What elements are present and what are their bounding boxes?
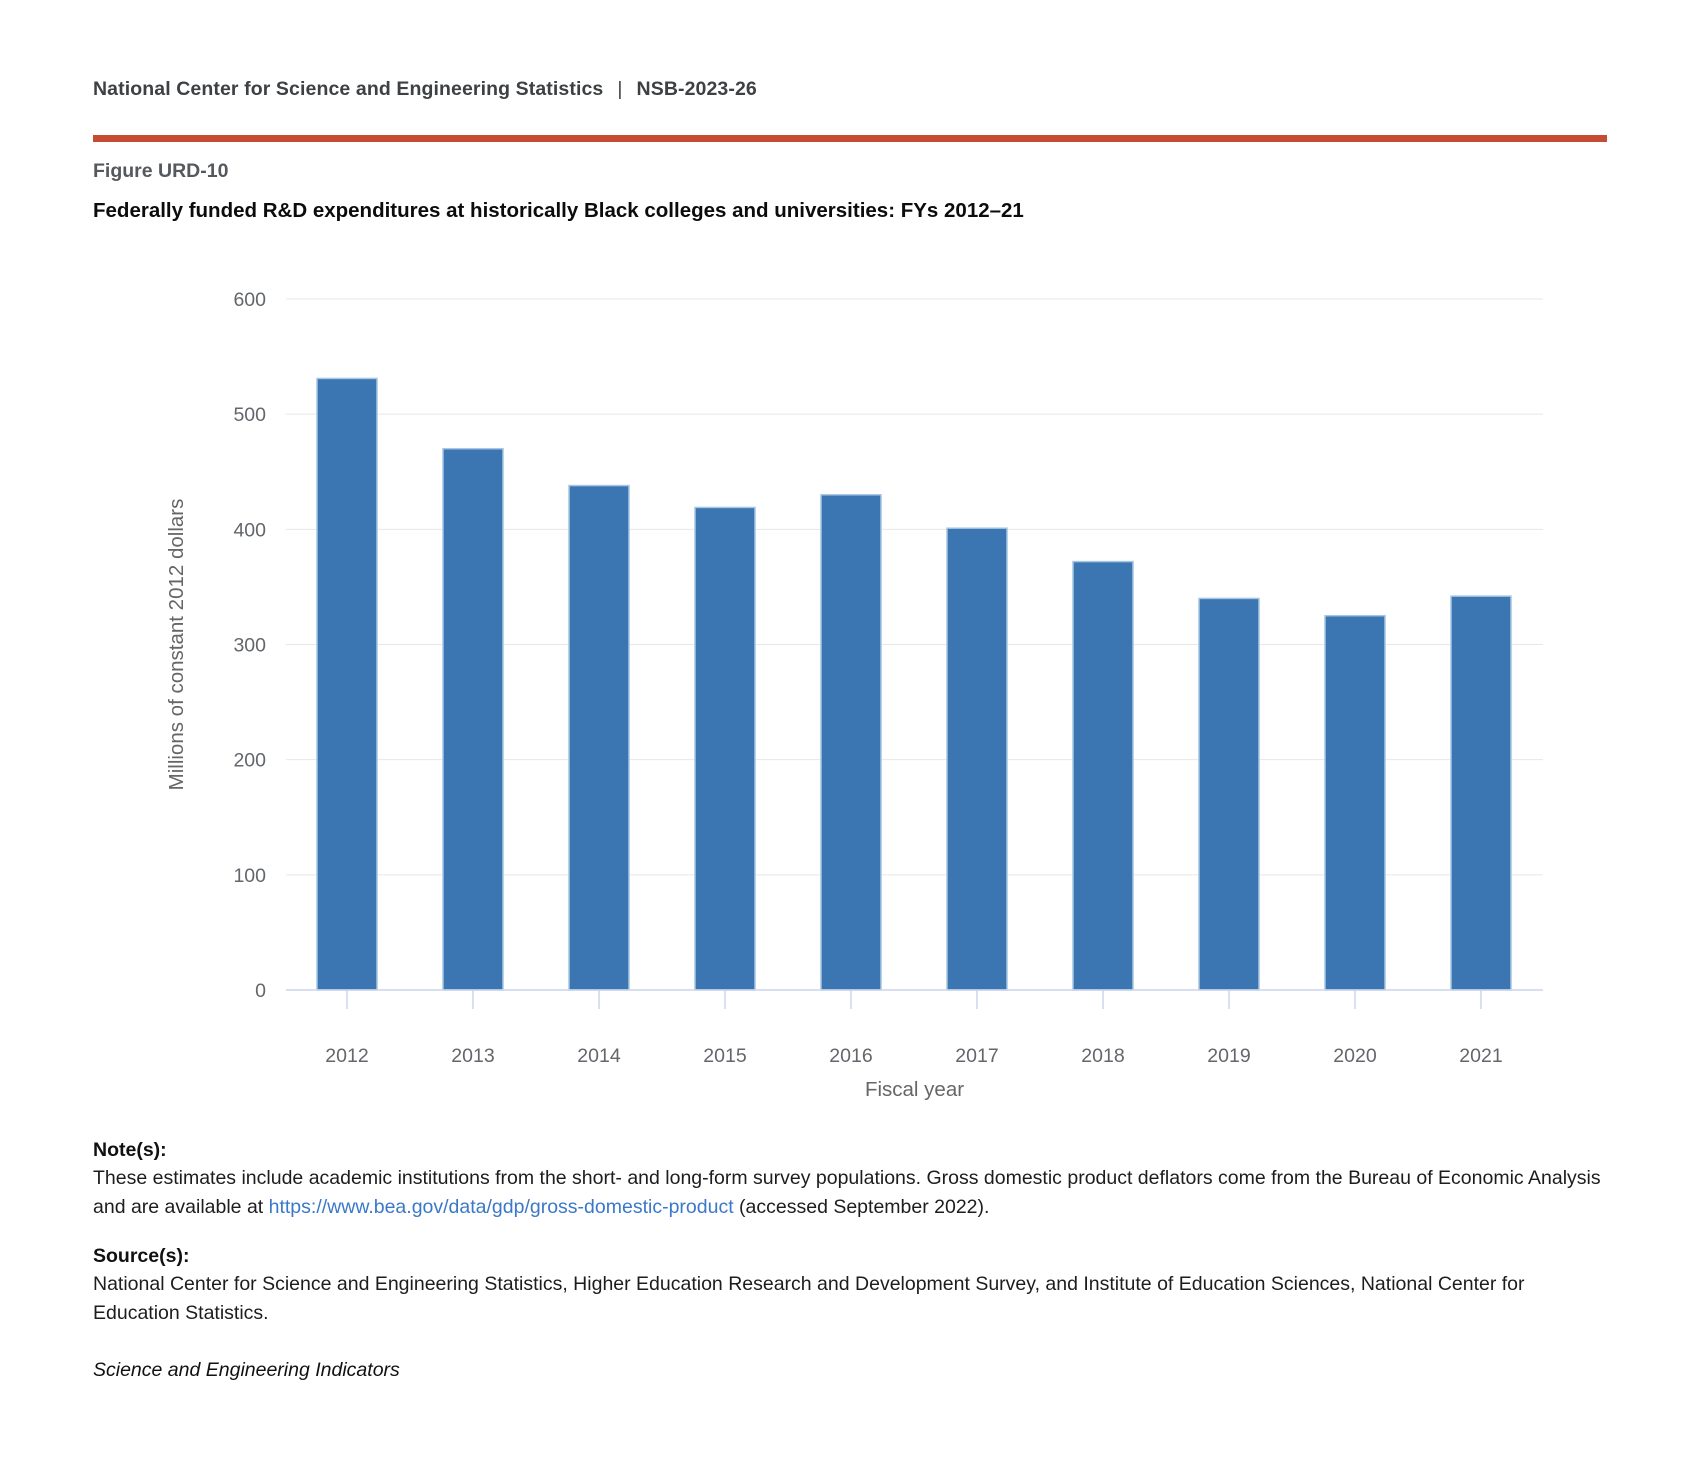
y-axis-title: Millions of constant 2012 dollars (165, 498, 188, 791)
indicators-brand: Science and Engineering Indicators (93, 1359, 400, 1381)
bar[interactable] (695, 507, 755, 990)
bea-link[interactable]: https://www.bea.gov/data/gdp/gross-domestic-product (268, 1195, 734, 1218)
y-tick-label: 400 (233, 519, 266, 542)
notes-text-before-link: These estimates include academic institutions from the short- and long-form survey populations. Gross domestic product deflators come from the Bureau of Economic Analysis and are available at (93, 1167, 1601, 1218)
chart-area (0, 251, 1699, 1111)
bar[interactable] (947, 528, 1007, 990)
x-tick-label: 2014 (577, 1045, 621, 1067)
x-axis-title: Fiscal year (864, 1078, 965, 1101)
sources-section (93, 1245, 1607, 1327)
masthead-report-id: NSB-2023-26 (636, 78, 757, 100)
bar[interactable] (1325, 616, 1385, 990)
x-tick-label: 2020 (1333, 1045, 1377, 1067)
y-tick-label: 100 (233, 864, 266, 887)
bar-chart (0, 251, 1699, 1111)
bar[interactable] (821, 495, 881, 990)
y-tick-label: 0 (255, 980, 266, 1002)
bar[interactable] (317, 378, 377, 990)
x-tick-label: 2012 (325, 1045, 369, 1067)
notes-text (93, 1164, 1607, 1221)
masthead (93, 0, 1607, 101)
sources-heading: Source(s): (93, 1245, 190, 1267)
x-tick-label: 2013 (451, 1045, 495, 1067)
bar[interactable] (1199, 598, 1259, 990)
bar[interactable] (1073, 562, 1133, 990)
notes-text-after-link: (accessed September 2022). (733, 1195, 990, 1218)
accent-rule (93, 135, 1607, 142)
y-tick-label: 200 (233, 749, 266, 772)
x-tick-label: 2015 (703, 1045, 747, 1067)
figure-label: Figure URD-10 (93, 160, 229, 182)
notes-heading: Note(s): (93, 1139, 167, 1161)
y-tick-label: 500 (233, 404, 266, 427)
bar[interactable] (443, 449, 503, 990)
bar[interactable] (569, 486, 629, 990)
masthead-org: National Center for Science and Engineering Statistics (93, 78, 604, 100)
notes-section (93, 1139, 1607, 1221)
sources-text: National Center for Science and Engineering Statistics, Higher Education Research and Development Survey, and Institute of Education Sciences, National Center for Education Statistics. (93, 1273, 1525, 1324)
x-tick-label: 2021 (1459, 1045, 1503, 1067)
x-tick-label: 2019 (1207, 1045, 1251, 1067)
x-tick-label: 2017 (955, 1045, 999, 1067)
x-tick-label: 2016 (829, 1045, 873, 1067)
masthead-separator: | (617, 78, 623, 100)
y-tick-label: 300 (233, 634, 266, 657)
page-header-area (0, 0, 1699, 223)
figure-title: Federally funded R&D expenditures at historically Black colleges and universities: FYs 2012–21 (93, 199, 1024, 222)
bar[interactable] (1451, 596, 1511, 990)
y-tick-label: 600 (233, 289, 266, 311)
x-tick-label: 2018 (1081, 1045, 1125, 1067)
